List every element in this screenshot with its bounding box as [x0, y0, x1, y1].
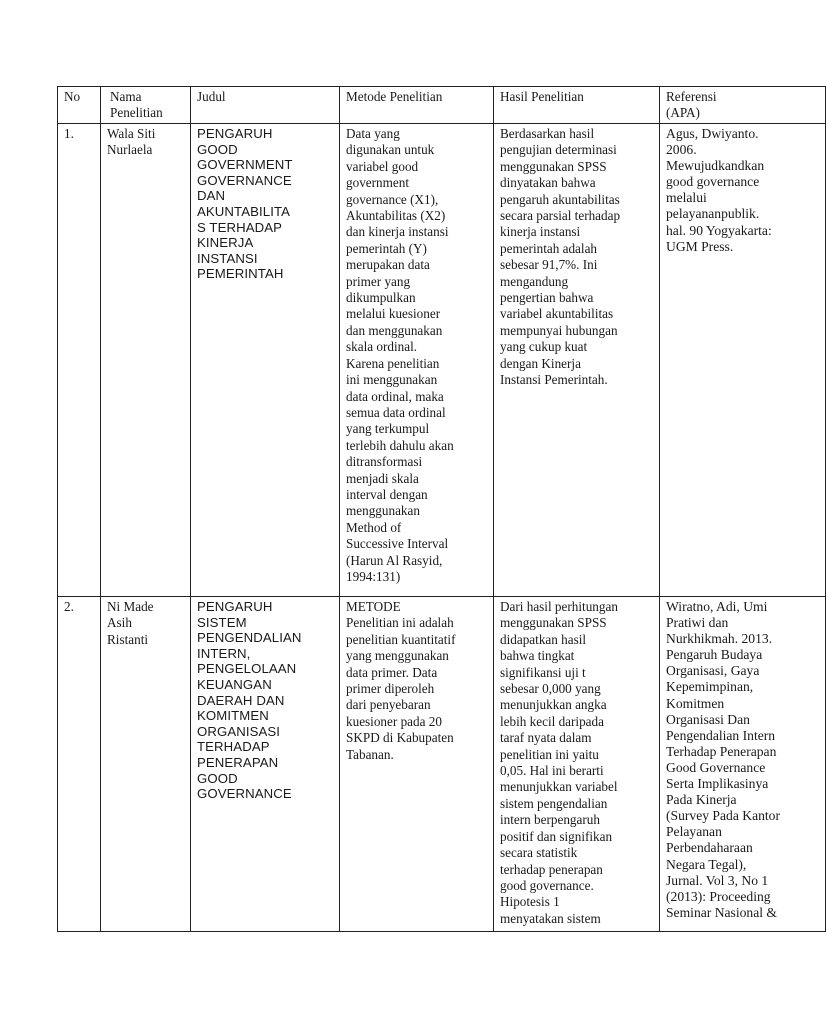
header-no: No: [58, 87, 101, 124]
research-table: [57, 86, 826, 932]
cell-nama: Ni Made Asih Ristanti: [101, 597, 191, 932]
table-row: [58, 124, 826, 597]
cell-referensi: Wiratno, Adi, Umi Pratiwi dan Nurkhikmah. 2013. Pengaruh Budaya Organisasi, Gaya Kepemimpinan, Komitmen Organisasi Dan Pengendalian Intern Terhadap Penerapan Good Governance Serta Implikasinya Pada Kinerja (Survey Pada Kantor Pelayanan Perbendaharaan Negara Tegal), Jurnal. Vol 3, No 1 (2013): Proceeding Seminar Nasional &: [660, 597, 826, 932]
header-judul: Judul: [191, 87, 340, 124]
header-hasil-penelitian: Hasil Penelitian: [494, 87, 660, 124]
cell-metode: METODE Penelitian ini adalah penelitian kuantitatif yang menggunakan data primer. Data primer diperoleh dari penyebaran kuesioner pada 20 SKPD di Kabupaten Tabanan.: [340, 597, 494, 932]
table-row: [58, 597, 826, 932]
cell-judul: PENGARUH SISTEM PENGENDALIAN INTERN, PENGELOLAAN KEUANGAN DAERAH DAN KOMITMEN ORGANISASI TERHADAP PENERAPAN GOOD GOVERNANCE: [191, 597, 340, 932]
cell-no: 2.: [58, 597, 101, 932]
cell-nama: Wala Siti Nurlaela: [101, 124, 191, 597]
header-referensi: Referensi (APA): [660, 87, 826, 124]
header-nama-penelitian: Nama Penelitian: [101, 87, 191, 124]
cell-metode: Data yang digunakan untuk variabel good government governance (X1), Akuntabilitas (X2) dan kinerja instansi pemerintah (Y) merupakan data primer yang dikumpulkan melalui kuesioner dan menggunakan skala ordinal. Karena penelitian ini menggunakan data ordinal, maka semua data ordinal yang terkumpul terlebih dahulu akan ditransformasi menjadi skala interval dengan menggunakan Method of Successive Interval (Harun Al Rasyid, 1994:131): [340, 124, 494, 597]
cell-hasil: Berdasarkan hasil pengujian determinasi menggunakan SPSS dinyatakan bahwa pengaruh akuntabilitas secara parsial terhadap kinerja instansi pemerintah adalah sebesar 91,7%. Ini mengandung pengertian bahwa variabel akuntabilitas mempunyai hubungan yang cukup kuat dengan Kinerja Instansi Pemerintah.: [494, 124, 660, 597]
cell-referensi: Agus, Dwiyanto. 2006. Mewujudkandkan good governance melalui pelayananpublik. hal. 90 Yogyakarta: UGM Press.: [660, 124, 826, 597]
cell-judul: PENGARUH GOOD GOVERNMENT GOVERNANCE DAN AKUNTABILITA S TERHADAP KINERJA INSTANSI PEMERINTAH: [191, 124, 340, 597]
table-header-row: [58, 87, 826, 124]
cell-hasil: Dari hasil perhitungan menggunakan SPSS didapatkan hasil bahwa tingkat signifikansi uji t sebesar 0,000 yang menunjukkan angka lebih kecil daripada taraf nyata dalam penelitian ini yaitu 0,05. Hal ini berarti menunjukkan variabel sistem pengendalian intern berpengaruh positif dan signifikan secara statistik terhadap penerapan good governance. Hipotesis 1 menyatakan sistem: [494, 597, 660, 932]
cell-no: 1.: [58, 124, 101, 597]
header-metode-penelitian: Metode Penelitian: [340, 87, 494, 124]
